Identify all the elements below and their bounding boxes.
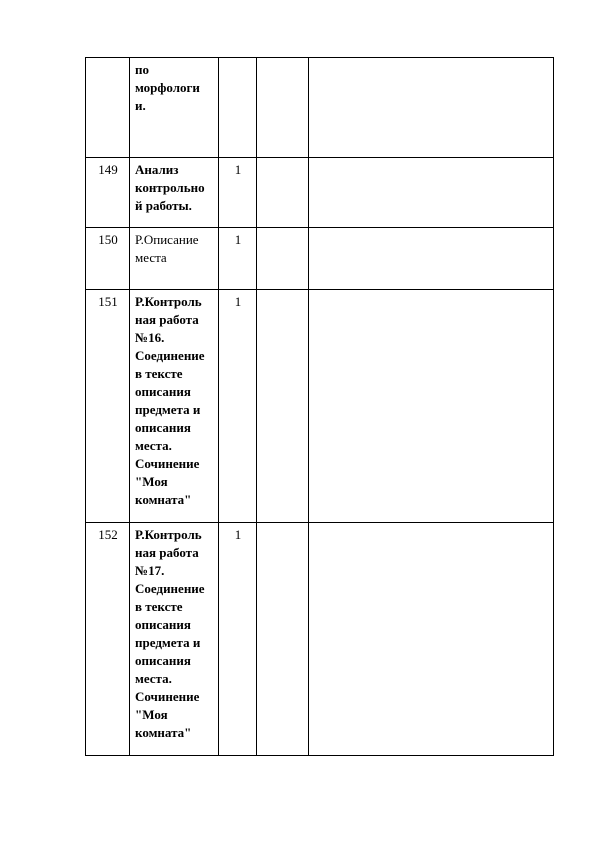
- lesson-number-cell: 152: [86, 523, 130, 756]
- topic-line: ная работа: [135, 312, 199, 327]
- topic-line: места.: [135, 438, 172, 453]
- date-cell: [257, 158, 309, 228]
- lesson-topic-cell: [130, 158, 219, 228]
- topic-line: й работы.: [135, 198, 192, 213]
- lesson-number-cell: 150: [86, 228, 130, 290]
- topic-line: "Моя: [135, 707, 168, 722]
- hours-cell: 1: [219, 228, 257, 290]
- notes-cell: [309, 58, 554, 158]
- lesson-topic-cell: [130, 523, 219, 756]
- topic-line: предмета и: [135, 402, 201, 417]
- topic-line: в тексте: [135, 599, 183, 614]
- topic-line: Р.Контроль: [135, 294, 202, 309]
- topic-line: контрольно: [135, 180, 205, 195]
- table-row: [86, 290, 554, 523]
- table-row: [86, 228, 554, 290]
- topic-line: Соединение: [135, 348, 205, 363]
- topic-line: Р.Описание: [135, 232, 199, 247]
- topic-line: "Моя: [135, 474, 168, 489]
- topic-line: места.: [135, 671, 172, 686]
- topic-line: Анализ: [135, 162, 179, 177]
- notes-cell: [309, 290, 554, 523]
- lesson-number-cell: 149: [86, 158, 130, 228]
- date-cell: [257, 290, 309, 523]
- table-body: [86, 58, 554, 756]
- hours-cell: 1: [219, 523, 257, 756]
- date-cell: [257, 523, 309, 756]
- topic-line: описания: [135, 420, 191, 435]
- lesson-number-cell: [86, 58, 130, 158]
- topic-line: ная работа: [135, 545, 199, 560]
- topic-line: Сочинение: [135, 689, 200, 704]
- notes-cell: [309, 158, 554, 228]
- topic-line: описания: [135, 617, 191, 632]
- lesson-topic-cell: [130, 58, 219, 158]
- topic-line: и.: [135, 98, 146, 113]
- topic-line: по: [135, 62, 149, 77]
- topic-line: комната": [135, 725, 192, 740]
- hours-cell: [219, 58, 257, 158]
- lesson-topic-cell: [130, 228, 219, 290]
- topic-line: Р.Контроль: [135, 527, 202, 542]
- topic-line: места: [135, 250, 167, 265]
- table-row: [86, 158, 554, 228]
- topic-line: Соединение: [135, 581, 205, 596]
- topic-line: Сочинение: [135, 456, 200, 471]
- table-row: [86, 58, 554, 158]
- topic-line: описания: [135, 384, 191, 399]
- table-row: [86, 523, 554, 756]
- date-cell: [257, 58, 309, 158]
- topic-line: в тексте: [135, 366, 183, 381]
- lesson-plan-table: [85, 57, 554, 756]
- topic-line: №17.: [135, 563, 165, 578]
- topic-line: морфологи: [135, 80, 200, 95]
- notes-cell: [309, 228, 554, 290]
- lesson-number-cell: 151: [86, 290, 130, 523]
- hours-cell: 1: [219, 290, 257, 523]
- hours-cell: 1: [219, 158, 257, 228]
- date-cell: [257, 228, 309, 290]
- topic-line: предмета и: [135, 635, 201, 650]
- topic-line: №16.: [135, 330, 165, 345]
- topic-line: комната": [135, 492, 192, 507]
- notes-cell: [309, 523, 554, 756]
- topic-line: описания: [135, 653, 191, 668]
- lesson-topic-cell: [130, 290, 219, 523]
